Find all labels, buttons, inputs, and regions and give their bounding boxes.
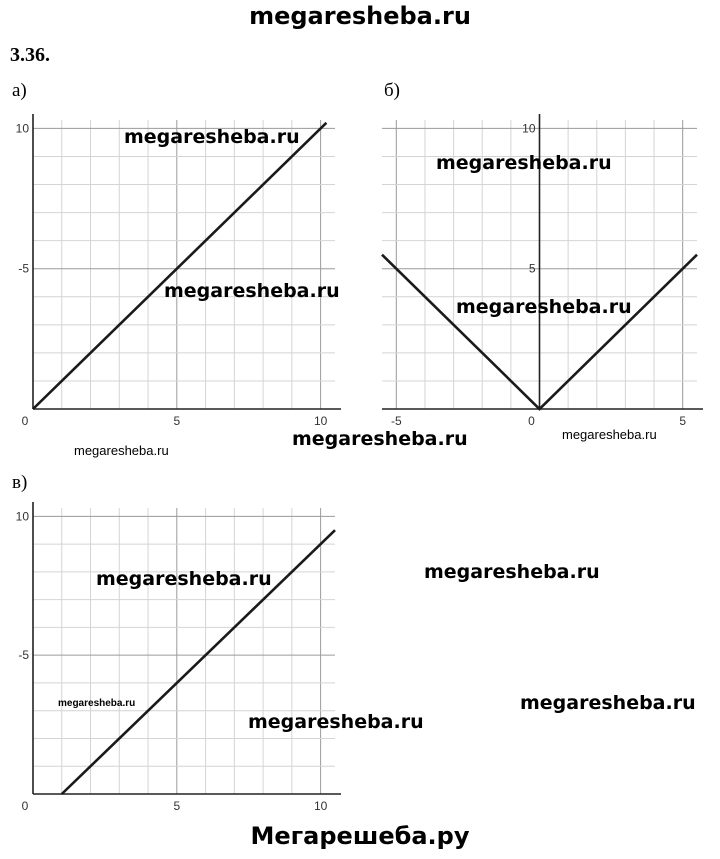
watermark: megaresheba.ru — [520, 692, 696, 714]
panel-label-b: б) — [384, 80, 400, 101]
x-tick-label: 0 — [21, 414, 29, 428]
y-tick-label: 10 — [15, 509, 29, 524]
x-tick-label: 5 — [173, 414, 181, 428]
watermark: megaresheba.ru — [124, 126, 300, 148]
watermark: megaresheba.ru — [248, 711, 424, 733]
panel-label-c: в) — [12, 472, 28, 493]
panel-label-a: а) — [12, 80, 27, 101]
watermark: megaresheba.ru — [292, 428, 468, 450]
watermark: megaresheba.ru — [456, 296, 632, 318]
watermark: megaresheba.ru — [562, 427, 657, 442]
y-tick-label: 5 — [528, 261, 536, 276]
watermark: megaresheba.ru — [164, 280, 340, 302]
watermark: megaresheba.ru — [96, 568, 272, 590]
x-tick-label: 0 — [21, 799, 29, 813]
y-tick-label: 10 — [522, 121, 536, 136]
problem-number: 3.36. — [10, 44, 50, 66]
x-tick-label: 5 — [173, 799, 181, 813]
site-header: megaresheba.ru — [249, 2, 471, 30]
watermark: megaresheba.ru — [74, 443, 169, 458]
y-tick-label: -5 — [18, 261, 29, 276]
watermark: megaresheba.ru — [58, 698, 136, 709]
y-tick-label: -5 — [18, 648, 29, 663]
watermark: megaresheba.ru — [436, 152, 612, 174]
x-tick-label: 10 — [313, 414, 328, 428]
x-tick-label: 5 — [679, 414, 687, 428]
y-tick-label: 10 — [15, 121, 29, 136]
chart-b — [370, 100, 710, 440]
site-footer: Мегарешеба.ру — [250, 822, 470, 850]
x-tick-label: 10 — [313, 799, 328, 813]
series-line — [33, 123, 326, 409]
x-tick-label: -5 — [390, 414, 402, 428]
chart-a — [0, 100, 360, 440]
watermark: megaresheba.ru — [424, 561, 600, 583]
x-tick-label: 0 — [528, 414, 535, 428]
chart-c — [0, 492, 360, 822]
